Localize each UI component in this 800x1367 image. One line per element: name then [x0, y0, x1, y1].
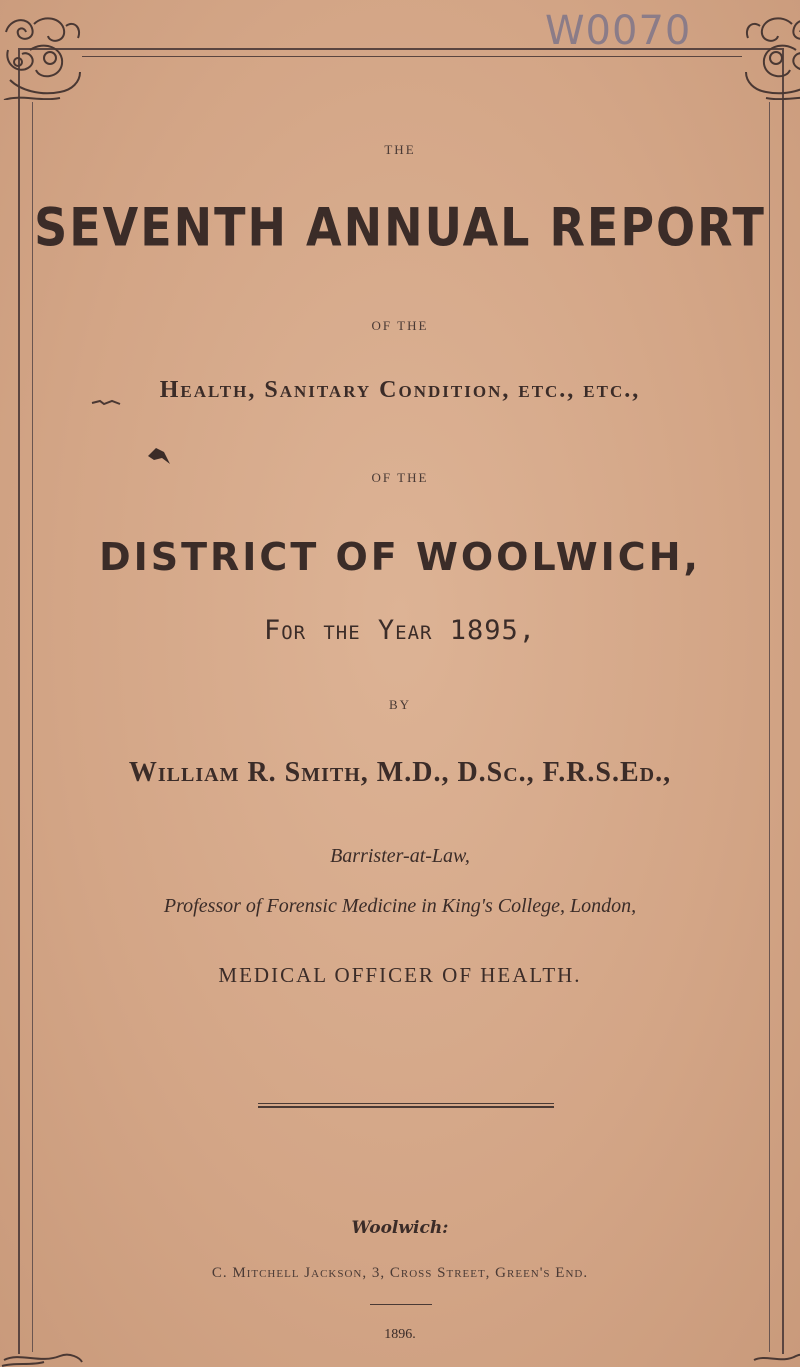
report-subject: Health, Sanitary Condition, etc., etc., — [159, 377, 641, 403]
report-year: For the Year 1895, — [263, 615, 537, 646]
paper-damage-icon — [146, 444, 172, 468]
top-border-rule — [82, 56, 742, 57]
of-the-label-2: OF THE — [371, 470, 429, 485]
ornament-corner-top-right-icon — [742, 10, 800, 100]
double-rule-divider — [258, 1103, 554, 1108]
accession-number: W0070 — [545, 8, 692, 54]
ornament-corner-bottom-right-icon — [740, 1350, 800, 1367]
imprint-printer: C. Mitchell Jackson, 3, Cross Street, Green's End. — [211, 1265, 589, 1281]
title-article: THE — [384, 142, 416, 157]
imprint-place: Woolwich: — [351, 1218, 449, 1238]
short-rule-divider — [370, 1304, 432, 1305]
publication-year: 1896. — [384, 1327, 416, 1342]
report-title: SEVENTH ANNUAL REPORT — [34, 195, 766, 259]
by-label: BY — [388, 697, 412, 712]
of-the-label-1: OF THE — [371, 318, 429, 333]
author-name: William R. Smith, M.D., D.Sc., F.R.S.Ed., — [128, 757, 672, 788]
author-qualification-professor: Professor of Forensic Medicine in King's College, London, — [163, 895, 637, 917]
ornament-corner-top-left-icon — [0, 10, 84, 100]
district-name: DISTRICT OF WOOLWICH, — [99, 535, 701, 579]
ornament-corner-bottom-left-icon — [0, 1350, 84, 1367]
inner-border — [32, 102, 770, 1352]
author-qualification-barrister: Barrister-at-Law, — [330, 845, 470, 867]
author-office: MEDICAL OFFICER OF HEALTH. — [218, 963, 582, 987]
